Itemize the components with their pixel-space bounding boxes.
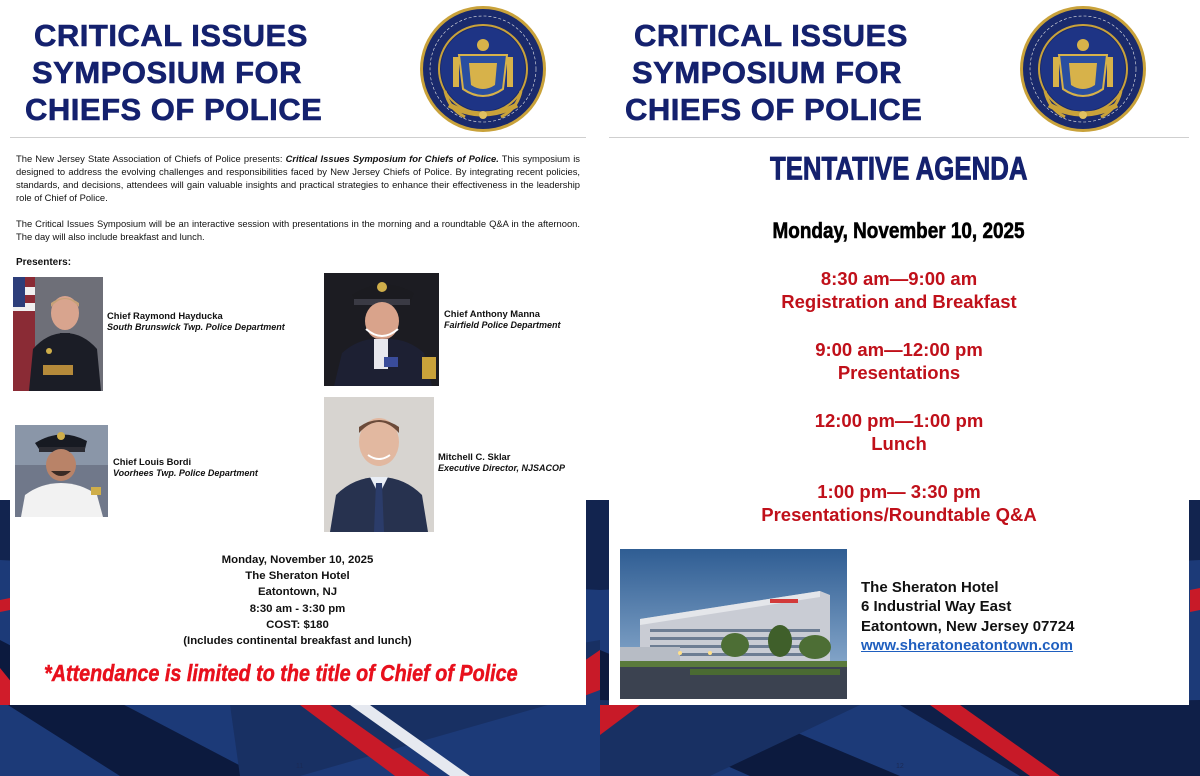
title-line-3: CHIEFS OF POLICE (25, 92, 323, 127)
title-line-2: SYMPOSIUM FOR (32, 55, 303, 90)
right-page (600, 0, 1200, 776)
agenda-label: Registration and Breakfast (781, 291, 1017, 312)
hotel-website-link[interactable]: www.sheratoneatontown.com (861, 636, 1073, 654)
presenter-name-sklar: Mitchell C. Sklar (438, 451, 511, 462)
agenda-item (609, 267, 1189, 313)
agenda-title (609, 152, 1189, 189)
hotel-address-line-1: 6 Industrial Way East (861, 598, 1012, 616)
header-divider (609, 137, 1189, 138)
intro-lead: The New Jersey State Association of Chiefs of Police presents: (16, 153, 286, 164)
symposium-title (25, 17, 323, 128)
intro-rest: This symposium is designed to address the evolving challenges and responsibilities faced by New Jersey Chiefs of Police. By integrating recent policies, standards, and decisions, attendees will gain valuable insights and practical strategies to enhance their effectiveness in the leadership role of Chief of Police. (16, 153, 580, 203)
agenda-date-text: Monday, November 10, 2025 (772, 218, 1026, 243)
agenda-item (609, 338, 1189, 384)
symposium-title (625, 17, 923, 128)
attendance-notice: *Attendance is limited to the title of Chief of Police (44, 660, 518, 686)
intro-emphasis: Critical Issues Symposium for Chiefs of Police. (285, 153, 499, 164)
header-divider (10, 137, 586, 138)
title-line-1: CRITICAL ISSUES (34, 18, 308, 53)
agenda-label: Presentations (837, 362, 961, 383)
presenter-photo-bordi (15, 425, 108, 517)
presenter-photo-manna (324, 273, 439, 386)
session-paragraph: The Critical Issues Symposium will be an interactive session with presentations in the morning and a roundtable Q&A in the afternoon. The day will also include breakfast and lunch. (16, 218, 580, 242)
presenter-dept-manna: Fairfield Police Department (444, 320, 561, 330)
presenters-heading: Presenters: (16, 257, 72, 268)
agenda-time: 12:00 pm—1:00 pm (814, 410, 984, 431)
agenda-time: 9:00 am—12:00 pm (815, 339, 983, 360)
presenter-photo-sklar (324, 397, 434, 532)
agenda-time: 8:30 am—9:00 am (820, 268, 978, 289)
event-city: Eatontown, NJ (257, 586, 338, 599)
agenda-item (609, 480, 1189, 526)
event-cost: COST: $180 (266, 618, 329, 631)
hotel-address-line-2: Eatontown, New Jersey 07724 (861, 617, 1075, 635)
event-date: Monday, November 10, 2025 (221, 554, 374, 566)
agenda-label: Presentations/Roundtable Q&A (761, 504, 1037, 525)
hotel-name: The Sheraton Hotel (861, 579, 999, 596)
intro-paragraph (16, 152, 580, 204)
event-includes: (Includes continental breakfast and lunch) (183, 635, 412, 648)
agenda-label: Lunch (871, 433, 927, 454)
agenda-title-text: TENTATIVE AGENDA (770, 151, 1028, 188)
title-line-1: CRITICAL ISSUES (634, 18, 908, 53)
hotel-info (861, 578, 1074, 655)
presenter-dept-sklar: Executive Director, NJSACOP (438, 463, 566, 473)
njsacop-seal-icon (419, 5, 547, 133)
event-details (120, 552, 475, 649)
hotel-photo (620, 549, 847, 699)
presenter-name-manna: Chief Anthony Manna (444, 308, 541, 319)
njsacop-seal-icon (1019, 5, 1147, 133)
presenter-name-hayducka: Chief Raymond Hayducka (107, 310, 223, 321)
agenda-item (609, 409, 1189, 455)
presenter-photo-hayducka (13, 277, 103, 391)
presenter-name-bordi: Chief Louis Bordi (113, 456, 192, 467)
event-venue: The Sheraton Hotel (245, 570, 350, 583)
presenter-dept-bordi: Voorhees Twp. Police Department (113, 468, 258, 478)
title-line-2: SYMPOSIUM FOR (632, 55, 903, 90)
title-line-3: CHIEFS OF POLICE (625, 92, 923, 127)
presenter-dept-hayducka: South Brunswick Twp. Police Department (107, 322, 285, 332)
page-number: 12 (896, 763, 904, 770)
agenda-date (609, 218, 1189, 244)
event-time: 8:30 am - 3:30 pm (249, 602, 346, 615)
agenda-time: 1:00 pm— 3:30 pm (817, 481, 981, 502)
page-number: 11 (296, 763, 304, 770)
